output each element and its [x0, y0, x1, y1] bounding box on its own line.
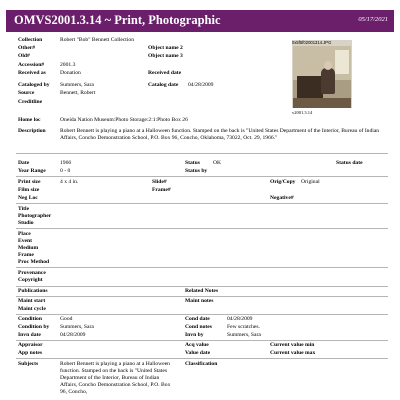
section-divider: [16, 286, 388, 287]
object-name-2-label: Object name 2: [148, 45, 183, 51]
maint-cycle-label: Maint cycle: [18, 306, 46, 312]
status-label: Status: [185, 160, 200, 166]
inventory-by-value: Summers, Sara: [227, 332, 261, 338]
cataloged-by-label: Cataloged by: [18, 82, 50, 88]
photo-filename: 0x5f5f02001314.JPG: [292, 40, 332, 45]
orig-copy-label: Orig/Copy: [270, 179, 296, 185]
section-divider: [16, 314, 388, 315]
value-date-label: Value date: [185, 350, 211, 356]
print-size-value: 4 x 4 in.: [60, 179, 79, 185]
collection-label: Collection: [18, 37, 43, 43]
source-label: Source: [18, 90, 35, 96]
accession-value: 2001.3: [60, 62, 76, 68]
section-divider: [16, 153, 388, 154]
object-name-3-label: Object name 3: [148, 53, 183, 59]
condition-by-value: Summers, Sara: [60, 324, 94, 330]
film-size-label: Film size: [18, 187, 40, 193]
year-range-value: 0 - 0: [60, 168, 71, 174]
date-label: Date: [18, 160, 30, 166]
condition-value: Good: [60, 316, 73, 322]
other-label: Other#: [18, 45, 36, 51]
accession-label: Accession#: [18, 62, 45, 68]
received-as-label: Received as: [18, 70, 46, 76]
photo-caption: v2001.3.14: [292, 110, 313, 115]
collection-value: Robert "Bob" Bennett Collection: [60, 37, 135, 43]
record-title: OMVS2001.3.14 ~ Print, Photographic: [14, 13, 221, 27]
cond-notes-label: Cond notes: [185, 324, 212, 330]
studio-label: Studio: [18, 220, 34, 226]
frame-label: Frame: [18, 252, 34, 258]
provenance-label: Provenance: [18, 270, 46, 276]
maint-start-label: Maint start: [18, 298, 46, 304]
cond-notes-value: Few scratches.: [227, 324, 260, 330]
title-label: Title: [18, 206, 30, 212]
place-label: Place: [18, 231, 31, 237]
inventory-date-value: 04/28/2009: [60, 332, 86, 338]
medium-label: Medium: [18, 245, 39, 251]
photographer-label: Photographer: [18, 213, 52, 219]
orig-copy-value: Original: [301, 179, 320, 185]
received-as-value: Donation: [60, 70, 81, 76]
subjects-label: Subjects: [18, 361, 39, 367]
copyright-label: Copyright: [18, 277, 43, 283]
publications-label: Publications: [18, 288, 48, 294]
description-label: Description: [18, 128, 46, 134]
neg-loc-label: Neg Loc: [18, 195, 38, 201]
year-range-label: Year Range: [18, 168, 46, 174]
record-header: [6, 10, 394, 32]
date-value: 1966: [60, 160, 72, 166]
cataloged-by-value: Summers, Sara: [60, 82, 94, 88]
cond-date-label: Cond date: [185, 316, 210, 322]
received-date-label: Received date: [148, 70, 182, 76]
inventory-by-label: Invn by: [185, 332, 204, 338]
app-notes-label: App notes: [18, 350, 43, 356]
classification-label: Classification: [185, 361, 218, 367]
section-divider: [16, 228, 388, 229]
source-value: Bennett, Robert: [60, 90, 96, 96]
status-value: OK: [213, 160, 222, 166]
current-value-max-label: Current value max: [270, 350, 316, 356]
section-divider: [16, 340, 388, 341]
frame-number-label: Frame#: [152, 187, 171, 193]
section-divider: [16, 296, 388, 297]
subjects-value: Robert Bennett is playing a piano at a Halloween function. Stamped on the back is "United States Department of the Interior, Bureau of Indian Affairs, Concho Demonstration School, P.O. Box 96, Concho,: [60, 361, 171, 395]
home-loc-value: Oneida Nation Museum:Photo Storage:2:1:Photo Box 26: [60, 117, 188, 123]
cond-date-value: 04/28/2009: [227, 316, 253, 322]
description-value: Robert Bennett is playing a piano at a Halloween function. Stamped on the back is "United States Department of the Interior, Bureau of Indian Affairs, Concho Demonstration School, P.O. Box 96, Concho, Oklahoma, 73022, Oct. 29, 1966.": [60, 128, 380, 141]
acq-value-label: Acq value: [185, 342, 209, 348]
condition-by-label: Condition by: [18, 324, 50, 330]
section-divider: [16, 358, 388, 359]
event-label: Event: [18, 238, 32, 244]
creditline-label: Creditline: [18, 99, 43, 105]
current-value-min-label: Current value min: [270, 342, 315, 348]
status-by-label: Status by: [185, 168, 208, 174]
photo-image: [293, 46, 351, 108]
inventory-date-label: Invn date: [18, 332, 41, 338]
print-date: 05/17/2021: [358, 16, 388, 23]
maint-notes-label: Maint notes: [185, 298, 214, 304]
section-divider: [16, 267, 388, 268]
print-size-label: Print size: [18, 179, 41, 185]
old-label: Old#: [18, 53, 30, 59]
section-divider: [16, 203, 388, 204]
slide-label: Slide#: [152, 179, 167, 185]
condition-label: Condition: [18, 316, 42, 322]
negative-label: Negative#: [270, 195, 294, 201]
section-divider: [16, 176, 388, 177]
home-loc-label: Home loc: [18, 117, 41, 123]
object-photo: [292, 40, 352, 108]
catalog-date-label: Catalog date: [148, 82, 179, 88]
appraisor-label: Appraisor: [18, 342, 43, 348]
related-notes-label: Related Notes: [185, 288, 219, 294]
catalog-date-value: 04/28/2009: [188, 82, 214, 88]
status-date-label: Status date: [336, 160, 363, 166]
proc-method-label: Proc Method: [18, 259, 50, 265]
